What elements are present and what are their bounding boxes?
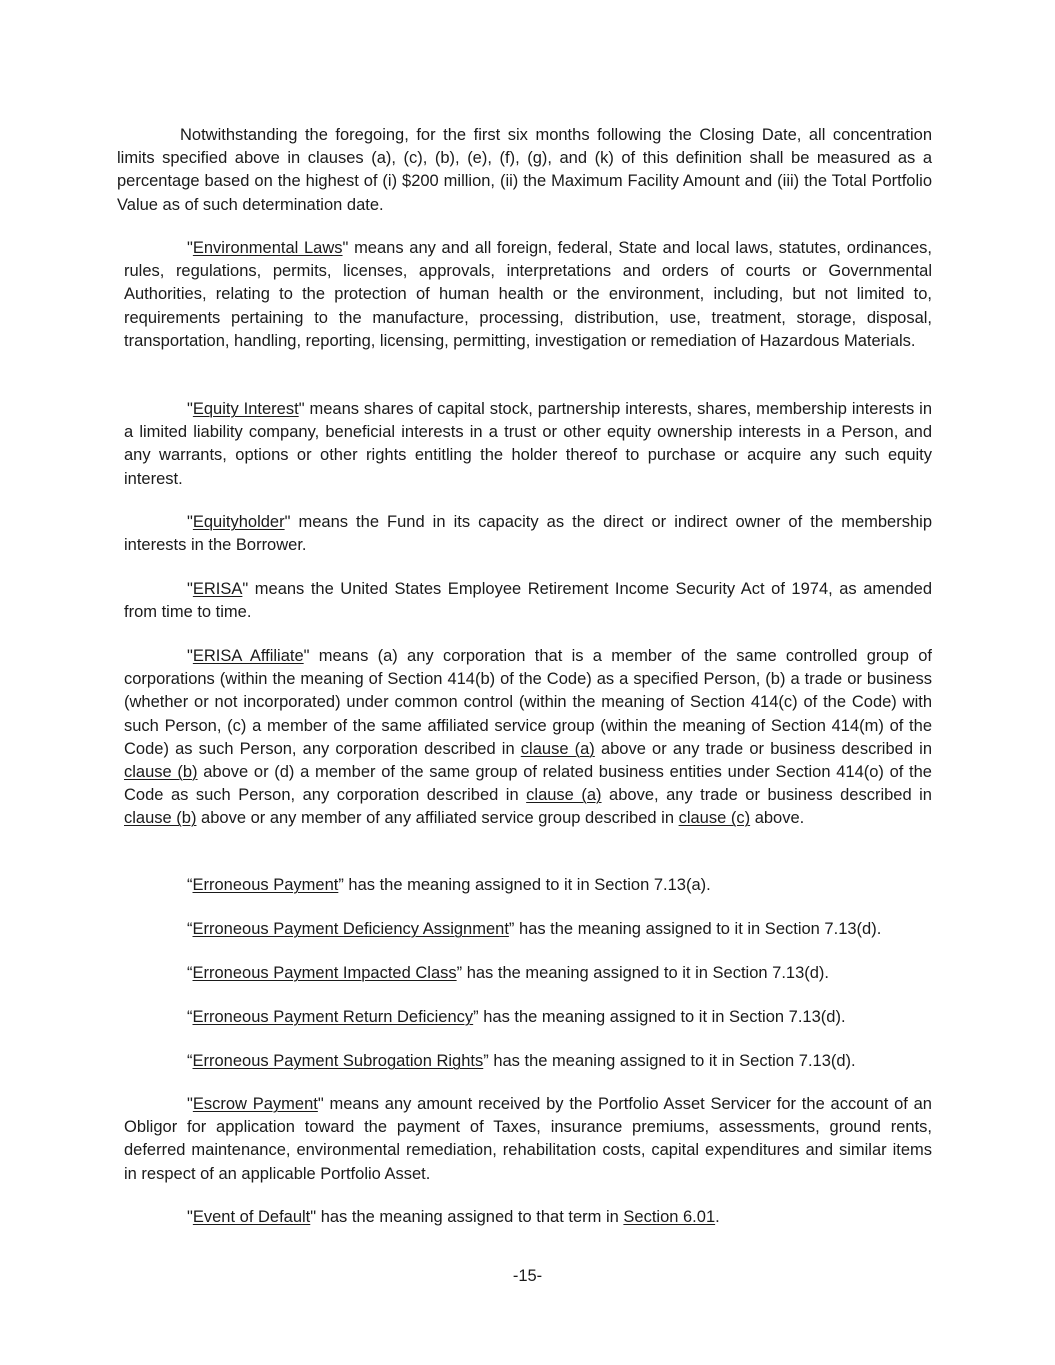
defined-term: ERISA [192, 580, 243, 598]
definition-text: " means any and all foreign, federal, State and local laws, statutes, ordinances, rules, regulations, permits, licenses, approvals, interpretations and orders of courts or Governmental Authorities, relating to the protection of human health or the environment, including, but not limited to, requirements pertaining to the manufacture, processing, distribution, use, treatment, storage, disposal, transportation, handling, reporting, licensing, permitting, investigation or remediation of Hazardous Materials. [124, 239, 932, 350]
quote-mark: " [187, 513, 193, 531]
definition-erroneous-payment-subrogation-rights [124, 1050, 932, 1073]
definition-text: " means the Fund in its capacity as the direct or indirect owner of the membership interests in the Borrower. [124, 513, 932, 555]
quote-mark: “ [187, 876, 193, 894]
definition-equityholder [124, 511, 932, 557]
definition-erroneous-payment-return-deficiency [124, 1006, 932, 1029]
clause-reference: clause (a) [526, 786, 602, 805]
quote-mark: " [187, 647, 193, 665]
definition-equity-interest [124, 398, 932, 491]
quote-mark: " [187, 1208, 193, 1226]
definition-text: " means (a) any corporation that is a member of the same controlled group of corporations (within the meaning of Section 414(b) of the Code) as a specified Person, (b) a trade or business (whether or not incorporated) under common control (within the meaning of Section 414(c) of the Code) with such Person, (c) a member of the same affiliated service group (within the meaning of Section 414(m) of the Code) as such Person, any corporation described in [124, 647, 932, 758]
definition-text: ” has the meaning assigned to it in Section 7.13(a). [338, 876, 711, 894]
definition-escrow-payment [124, 1093, 932, 1186]
definition-text: . [715, 1208, 720, 1226]
definition-erroneous-payment-impacted-class [124, 962, 932, 985]
quote-mark: " [187, 400, 193, 418]
defined-term: Escrow Payment [192, 1095, 318, 1113]
quote-mark: “ [187, 1052, 193, 1070]
definition-erroneous-payment [124, 874, 932, 897]
paragraph-text: Notwithstanding the foregoing, for the first six months following the Closing Date, all concentration limits specified above in clauses (a), (c), (b), (e), (f), (g), and (k) of this definition shall be measured as a percentage based on the highest of (i) $200 million, (ii) the Maximum Facility Amount and (iii) the Total Portfolio Value as of such determination date. [117, 126, 932, 214]
defined-term: ERISA Affiliate [192, 647, 304, 665]
defined-term: Erroneous Payment Impacted Class [192, 964, 457, 982]
definition-text: " has the meaning assigned to that term in [310, 1208, 624, 1226]
definition-erisa-affiliate [124, 645, 932, 831]
defined-term: Environmental Laws [192, 239, 343, 257]
definition-event-of-default [124, 1206, 932, 1229]
quote-mark: " [187, 580, 193, 598]
definition-text: above, any trade or business described in [601, 786, 932, 805]
page-number: -15- [512, 1267, 543, 1285]
quote-mark: " [187, 1095, 193, 1113]
definition-erroneous-payment-deficiency-assignment [124, 918, 932, 941]
defined-term: Equityholder [192, 513, 285, 531]
clause-reference: clause (c) [678, 809, 751, 828]
definition-text: ” has the meaning assigned to it in Section 7.13(d). [473, 1008, 846, 1026]
definition-text: ” has the meaning assigned to it in Section 7.13(d). [456, 964, 830, 982]
definition-text: " means the United States Employee Retirement Income Security Act of 1974, as amended from time to time. [124, 580, 932, 622]
definition-text: ” has the meaning assigned to it in Section 7.13(d). [483, 1052, 856, 1070]
paragraph-concentration-limits [117, 124, 932, 217]
quote-mark: “ [187, 964, 193, 982]
definition-text: above. [750, 809, 805, 828]
definition-text: " means shares of capital stock, partnership interests, shares, membership interests in a limited liability company, beneficial interests in a trust or other equity ownership interests in a Person, and any warrants, options or other rights entitling the holder thereof to purchase or acquire any such equity interest. [124, 400, 932, 488]
clause-reference: clause (a) [520, 739, 595, 758]
quote-mark: " [187, 239, 193, 257]
quote-mark: “ [187, 920, 193, 938]
defined-term: Erroneous Payment Return Deficiency [192, 1008, 474, 1026]
definition-text: " means any amount received by the Portfolio Asset Servicer for the account of an Obligor for application toward the payment of Taxes, insurance premiums, assessments, ground rents, deferred maintenance, environmental remediation, rehabilitation costs, capital expenditures and similar items in respect of an applicable Portfolio Asset. [124, 1095, 932, 1183]
defined-term: Erroneous Payment [192, 876, 339, 894]
clause-reference: clause (b) [124, 763, 198, 782]
quote-mark: “ [187, 1008, 193, 1026]
definition-erisa [124, 578, 932, 624]
section-reference: Section 6.01 [623, 1208, 716, 1226]
defined-term: Erroneous Payment Deficiency Assignment [192, 920, 509, 938]
definition-text: above or any trade or business described in [594, 739, 932, 758]
definition-text: above or (d) a member of the same group of related business entities under Section 414(o) of the Code as such Person, any corporation described in [124, 763, 932, 805]
defined-term: Event of Default [192, 1208, 311, 1226]
definition-text: above or any member of any affiliated service group described in [196, 809, 679, 828]
defined-term: Equity Interest [192, 400, 299, 418]
clause-reference: clause (b) [124, 809, 197, 828]
defined-term: Erroneous Payment Subrogation Rights [192, 1052, 484, 1070]
definition-environmental-laws [124, 237, 932, 353]
definition-text: ” has the meaning assigned to it in Section 7.13(d). [508, 920, 882, 938]
